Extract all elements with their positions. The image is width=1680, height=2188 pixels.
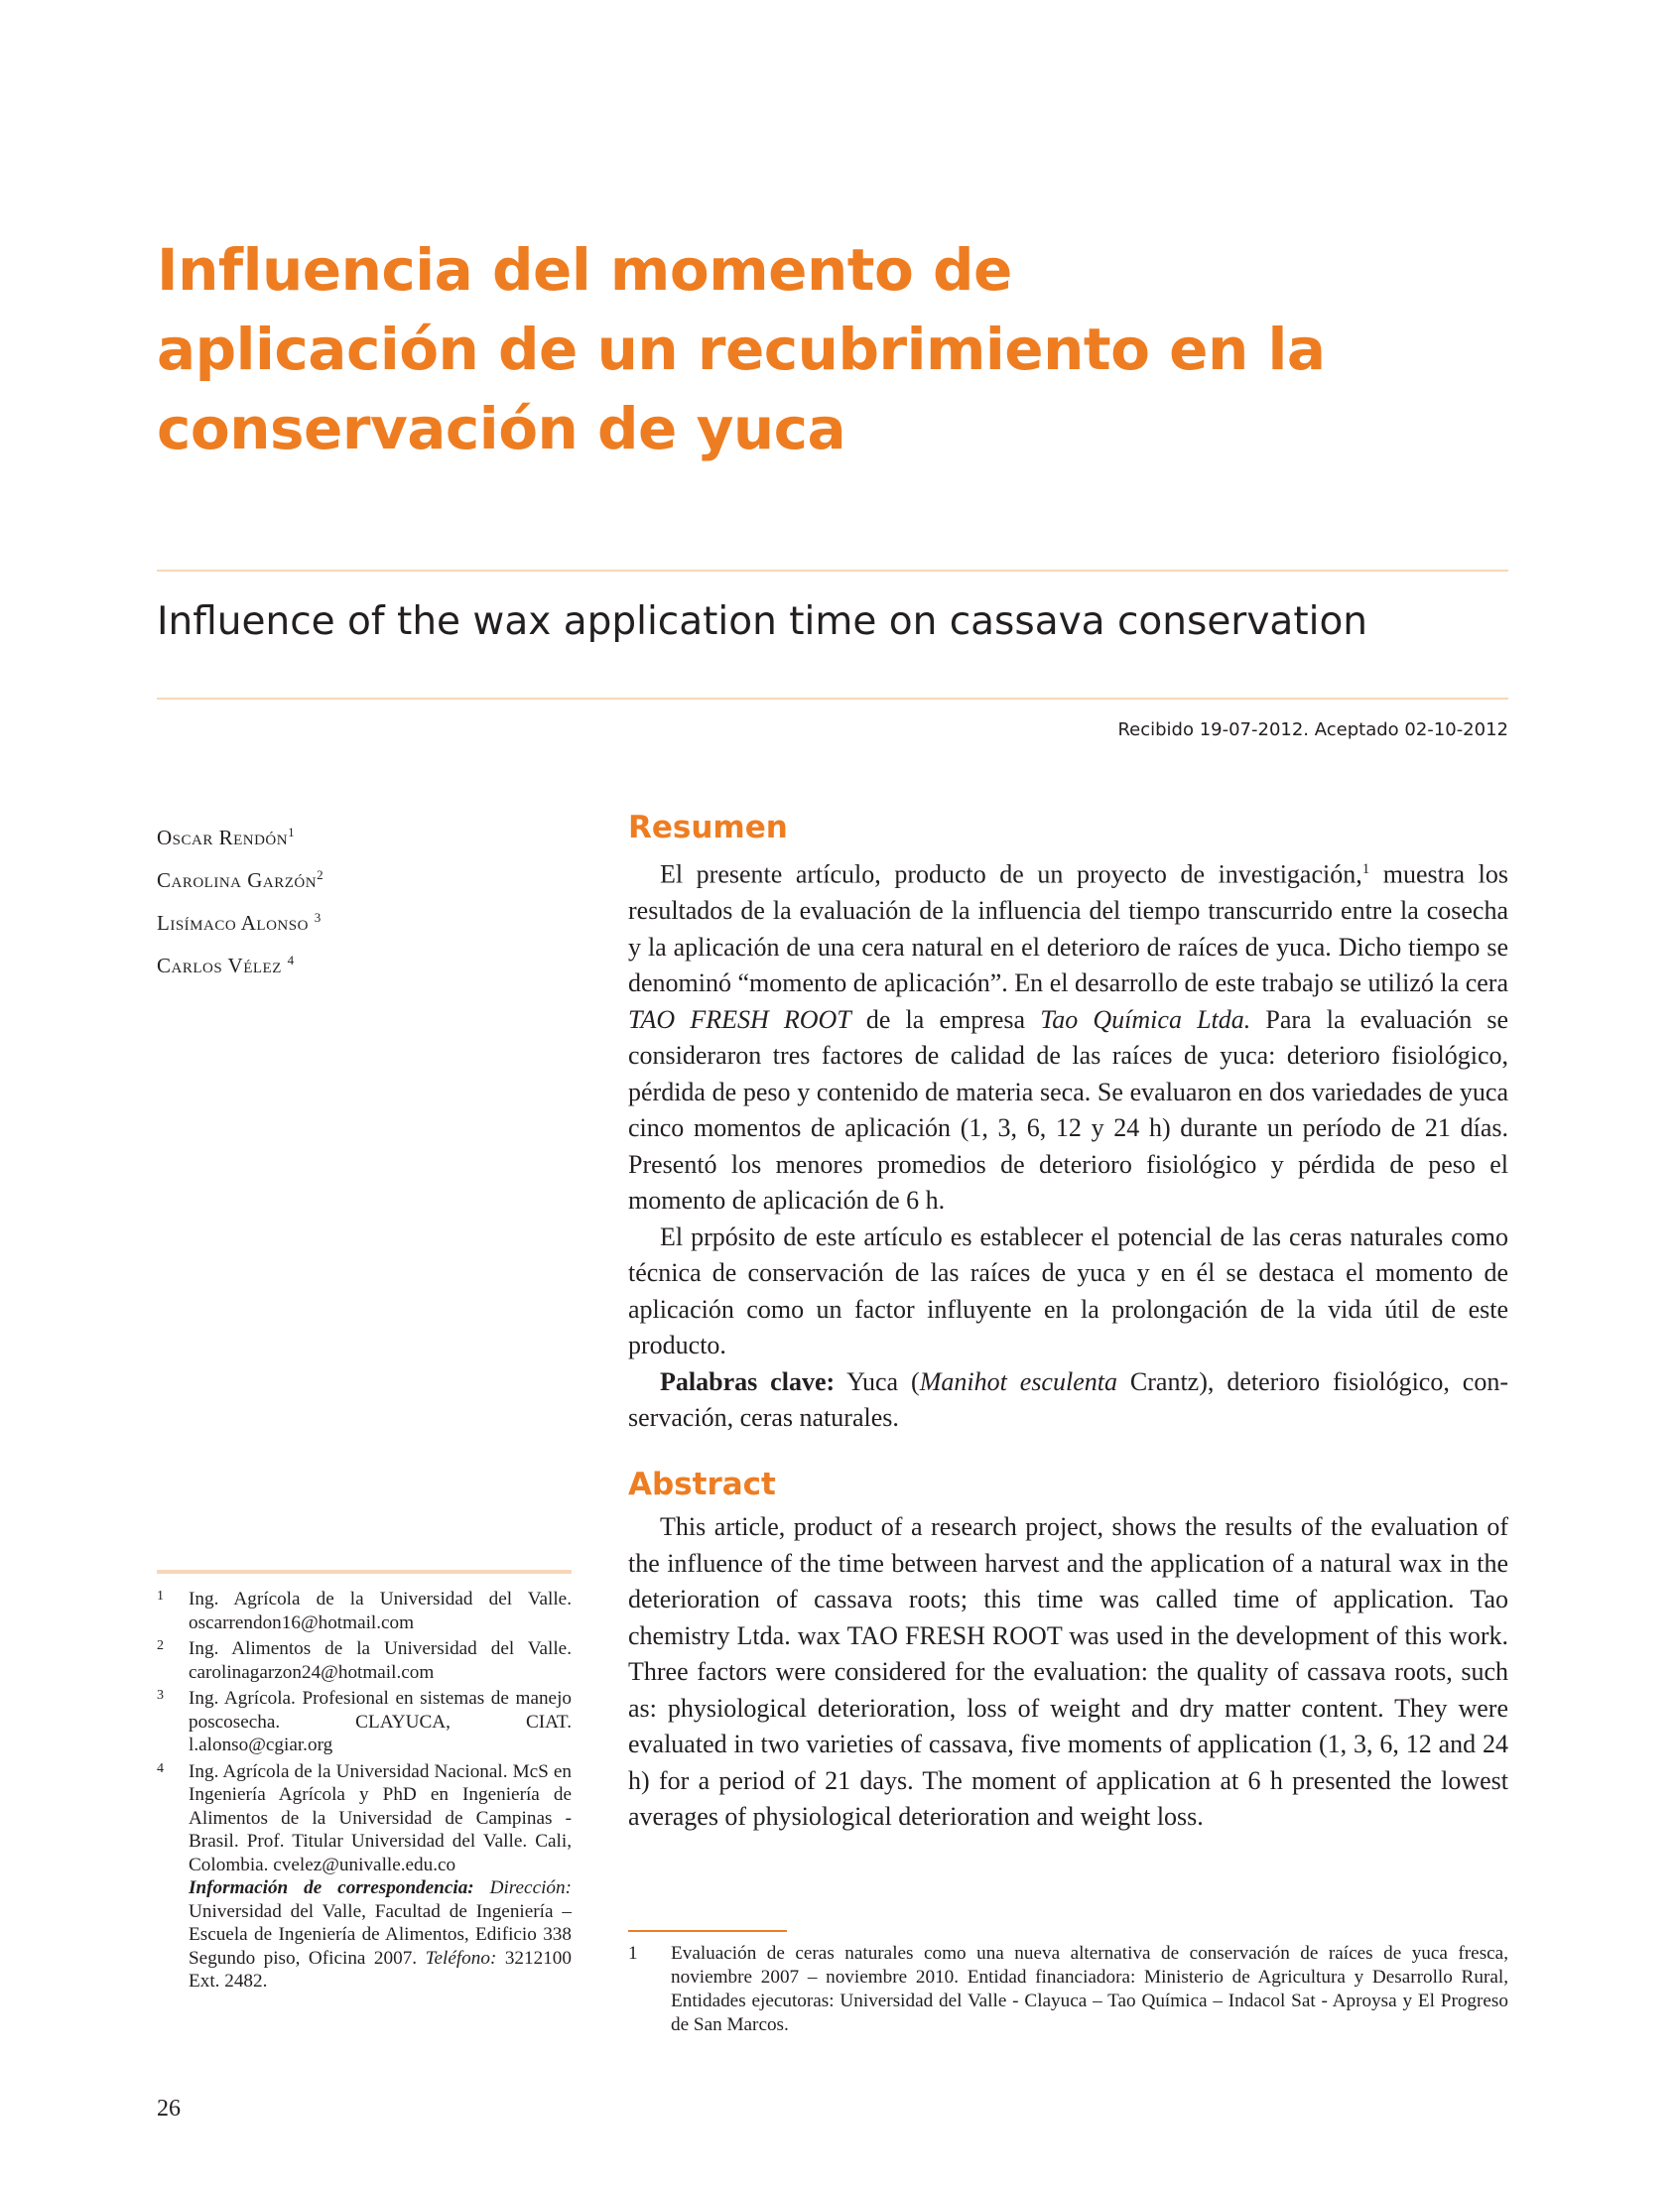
footnote-number: 1 bbox=[628, 1943, 638, 1964]
author-name: Carolina Garzón bbox=[157, 868, 318, 892]
footnote-number: 3 bbox=[157, 1688, 164, 1703]
author-list bbox=[157, 814, 323, 984]
title-divider-top bbox=[157, 570, 1508, 572]
company-name: Tao Química Ltda. bbox=[1040, 1004, 1251, 1034]
footnote-text: Ing. Agrícola. Profesional en sistemas de manejo poscosecha. CLAYUCA, CIAT. l.alonso@cgiar.org bbox=[189, 1688, 572, 1755]
author-affiliation-mark: 2 bbox=[317, 867, 324, 882]
text-run: Crantz), deterioro fisiológico, conservación, ceras naturales. bbox=[628, 1366, 1509, 1433]
footnote-2 bbox=[157, 1637, 572, 1684]
text-run: muestra los resultados de la evaluación de la influencia del tiempo transcurrido entre la cosecha y la aplicación de una cera natural en el deterioro de raíces de yuca. Dicho tiempo se denominó “momento de aplicación”. En el desarrollo de este trabajo se utilizó la cera bbox=[628, 859, 1509, 998]
author-name: Lisímaco Alonso bbox=[157, 911, 309, 935]
text-run: El presente artículo, producto de un proyecto de investigación, bbox=[660, 859, 1362, 889]
species-name: Manihot esculenta bbox=[919, 1366, 1117, 1396]
author-4 bbox=[157, 942, 323, 984]
article-title bbox=[157, 230, 1447, 468]
title-line-1: Influencia del momento de bbox=[157, 236, 1012, 304]
correspondence-phone: 3212100 Ext. 2482. bbox=[189, 1947, 572, 1992]
author-name: Oscar Rendón bbox=[157, 826, 289, 849]
footnote-text: Ing. Agrícola de la Universidad del Valle. oscarrendon16@hotmail.com bbox=[189, 1589, 572, 1633]
abstract-body bbox=[628, 1509, 1508, 1836]
footnote-number: 1 bbox=[157, 1589, 164, 1604]
author-affiliation-mark: 1 bbox=[288, 825, 296, 839]
author-1 bbox=[157, 814, 323, 856]
keywords bbox=[628, 1364, 1508, 1437]
project-footnote-1 bbox=[628, 1942, 1508, 2037]
author-name: Carlos Vélez bbox=[157, 954, 282, 977]
abstract-heading: Abstract bbox=[628, 1467, 776, 1502]
text-run: de la empresa bbox=[850, 1004, 1041, 1034]
footnote-3 bbox=[157, 1687, 572, 1757]
author-2 bbox=[157, 856, 323, 899]
project-footnote bbox=[628, 1942, 1508, 2040]
footnote-divider-right bbox=[628, 1930, 787, 1932]
author-affiliation-mark: 4 bbox=[287, 953, 295, 967]
address-label: Dirección: bbox=[473, 1877, 572, 1898]
english-title: Influence of the wax application time on cassava conservation bbox=[157, 599, 1368, 644]
footnote-1 bbox=[157, 1588, 572, 1634]
received-accepted-dates: Recibido 19-07-2012. Aceptado 02-10-2012 bbox=[1117, 719, 1508, 740]
footnote-ref: 1 bbox=[1361, 861, 1370, 877]
resumen-paragraph-2: El prpósito de este artículo es establecer el potencial de las ceras naturales como técnica de conservación de las raíces de yuca y en él se destaca el momento de aplicación como un factor influyente en la prolongación de la vida útil de este producto. bbox=[628, 1222, 1508, 1360]
page-number: 26 bbox=[157, 2096, 181, 2122]
title-line-2: aplicación de un recubrimiento en la bbox=[157, 316, 1326, 383]
footnote-text: Evaluación de ceras naturales como una nueva alternativa de conservación de raíces de yuca fresca, noviembre 2007 – noviembre 2010. Entidad financiadora: Ministerio de Agricultura y Desarrollo Rural, Entidades ejecutoras: Universidad del Valle - Clayuca – Tao Química – Indacol Sat - Aproysa y El Progreso de San Marcos. bbox=[671, 1943, 1508, 2035]
footnote-text: Ing. Agrícola de la Universidad Nacional. McS en Ingeniería Agrícola y PhD en Ingeniería de Alimentos de la Universidad de Campinas - Brasil. Prof. Titular Universidad del Valle. Cali, Colombia. cvelez@univalle.edu.co bbox=[189, 1760, 572, 1875]
footnote-4 bbox=[157, 1760, 572, 1877]
title-divider-bottom bbox=[157, 698, 1508, 700]
text-run: Para la evaluación se consideraron tres factores de calidad de las raíces de yuca: deterioro fisiológico, pérdida de peso y contenido de materia seca. Se evaluaron en dos variedades de yuca cinco momentos de aplicación (1, 3, 6, 12 y 24 h) durante un período de 21 días. Presentó los menores promedios de deterioro fisiológico y pérdida de peso el momento de aplicación de 6 h. bbox=[628, 1004, 1508, 1216]
footnote-number: 4 bbox=[157, 1760, 164, 1776]
title-line-3: conservación de yuca bbox=[157, 395, 846, 462]
resumen-paragraph-1 bbox=[628, 851, 1508, 1220]
footnote-text: Ing. Alimentos de la Universidad del Valle. carolinagarzon24@hotmail.com bbox=[189, 1638, 572, 1683]
correspondence-address: Universidad del Valle, Facultad de Ingeniería – Escuela de Ingeniería de Alimentos, Edificio 338 Segundo piso, Oficina 2007. bbox=[189, 1900, 572, 1969]
footnote-divider-left bbox=[157, 1570, 572, 1574]
resumen-body bbox=[628, 851, 1508, 1437]
text-run: Yuca ( bbox=[835, 1366, 920, 1396]
resumen-heading: Resumen bbox=[628, 810, 788, 845]
author-affiliation-mark: 3 bbox=[314, 910, 322, 925]
author-3 bbox=[157, 899, 323, 942]
phone-label: Teléfono: bbox=[417, 1947, 497, 1969]
footnote-number: 2 bbox=[157, 1638, 164, 1653]
keywords-label: Palabras clave: bbox=[660, 1366, 836, 1396]
wax-product-name: TAO FRESH ROOT bbox=[628, 1004, 851, 1034]
correspondence-label: Información de correspondencia: bbox=[189, 1877, 474, 1898]
author-footnotes bbox=[157, 1588, 572, 1994]
correspondence-info bbox=[157, 1876, 572, 1994]
abstract-paragraph: This article, product of a research project, shows the results of the evaluation of the influence of the time between harvest and the application of a natural wax in the deterioration of cassava roots; this time was called time of application. Tao chemistry Ltda. wax TAO FRESH ROOT was used in the development of this work. Three factors were considered for the evaluation: the quality of cassava roots, such as: physiological deterioration, loss of weight and dry matter content. They were evaluated in two varieties of cassava, five moments of application (1, 3, 6, 12 and 24 h) for a period of 21 days. The moment of application at 6 h presented the lowest averages of physiological deterioration and weight loss. bbox=[628, 1512, 1508, 1831]
